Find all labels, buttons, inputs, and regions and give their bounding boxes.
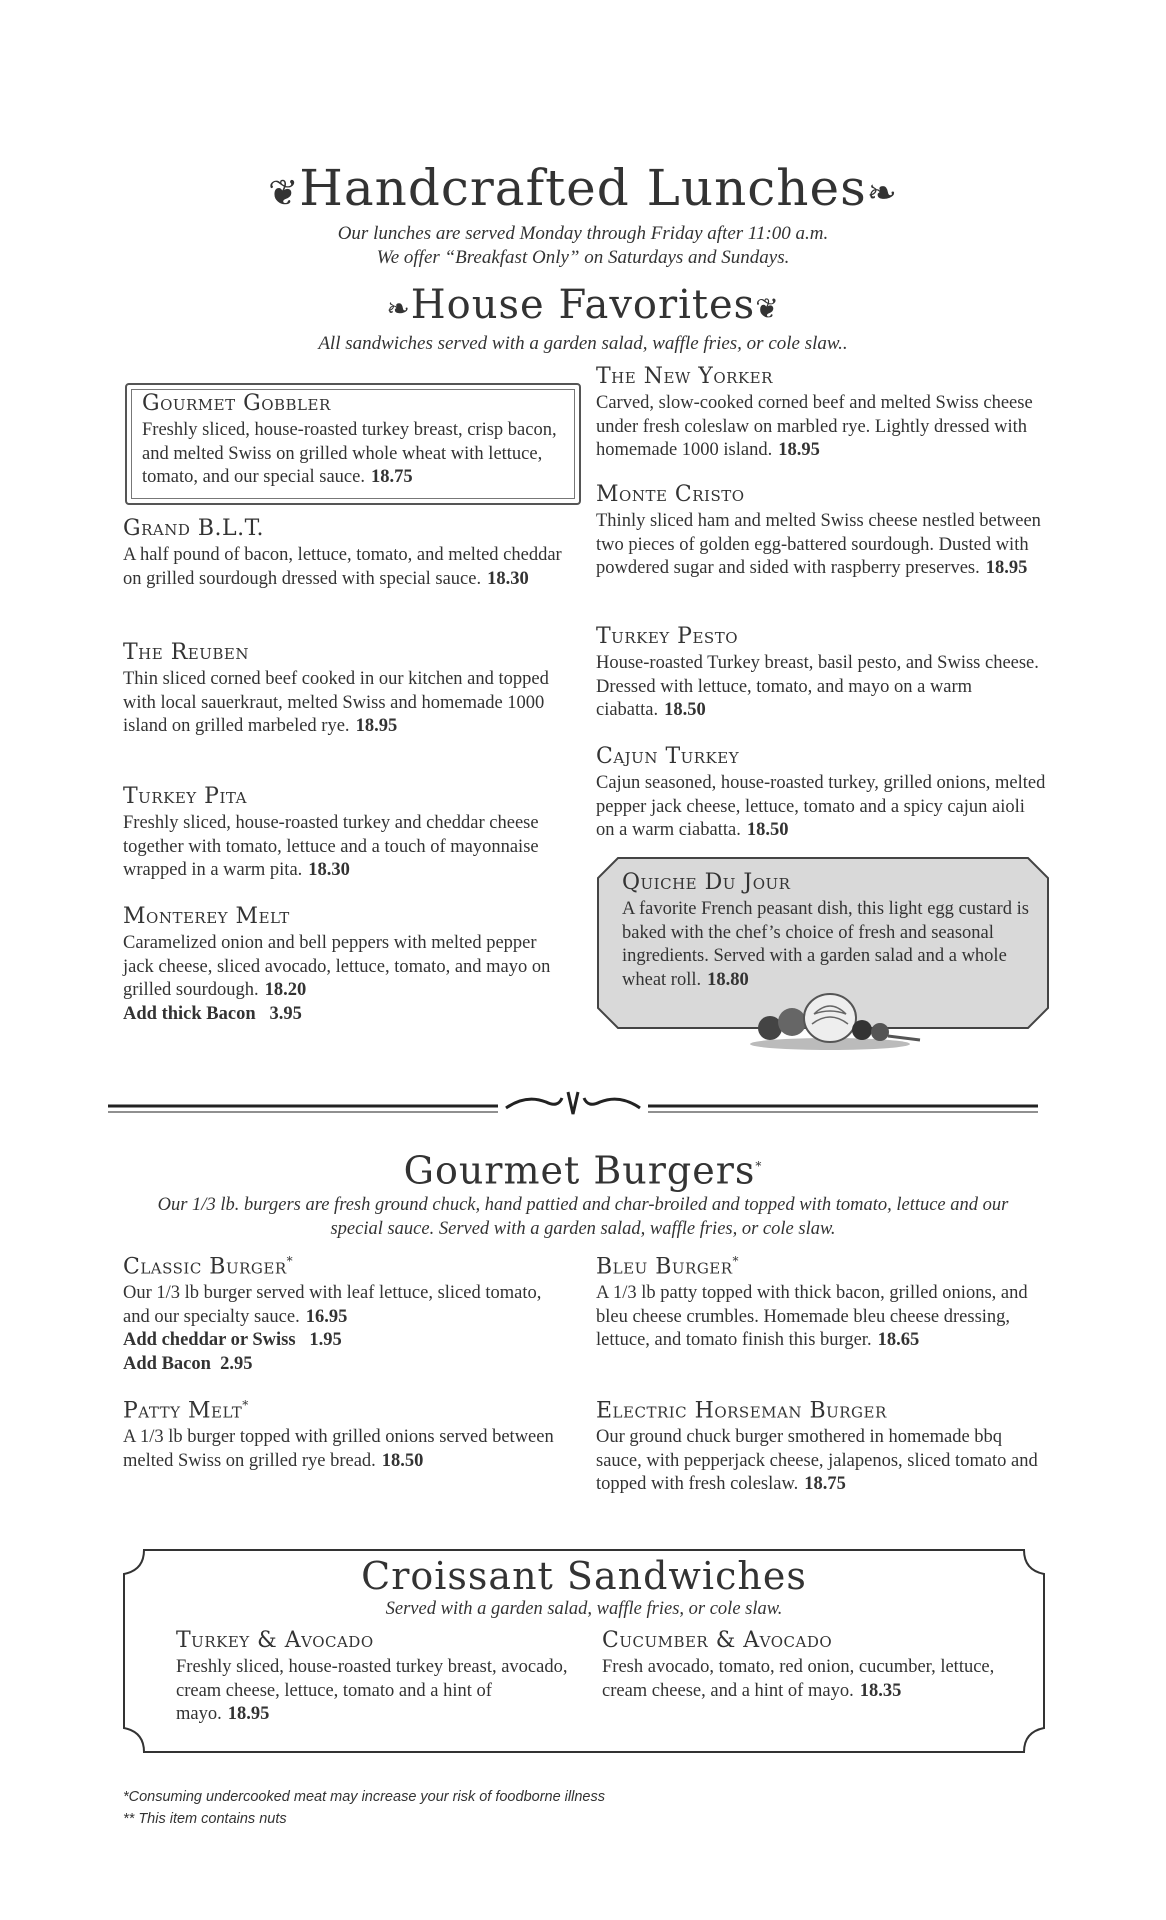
item-price: 18.50 [381,1450,424,1471]
item-price: 18.30 [308,860,350,880]
item-price: 18.95 [227,1704,270,1724]
item-name: Monte Cristo [596,482,745,507]
item-name: Quiche Du Jour [622,870,791,895]
item-name: Cajun Turkey [596,744,740,769]
item-description: House-roasted Turkey breast, basil pesto, and Swiss cheese. Dressed with lettuce, tomato, and mayo on a warm ciabatta. 18.50 [596,653,1039,720]
item-description: Thinly sliced ham and melted Swiss cheese nestled between two pieces of golden egg-battered sourdough. Dusted with powdered sugar and sided with raspberry preserves. 18.95 [596,511,1041,578]
menu-item [123,1392,563,1473]
vegetables-illustration [730,988,930,1054]
lunches-header [0,160,1166,270]
item-price: 18.65 [877,1330,920,1351]
footnotes [123,1786,1023,1830]
flourish-left-icon: ❦ [268,173,300,214]
item-name: Patty Melt* [123,1398,249,1424]
house-favorites-subtitle: All sandwiches served with a garden salad, waffle fries, or cole slaw.. [318,333,848,354]
item-name: The New Yorker [596,364,773,389]
menu-item [176,1628,576,1727]
house-favorites-title: ❧House Favorites❦ [386,282,780,328]
item-price: 18.80 [707,969,749,990]
item-description: Freshly sliced, house-roasted turkey and cheddar cheese together with tomato, lettuce and a touch of mayonnaise wrapped in a warm pita. 18.30 [123,813,539,880]
item-price: 18.95 [778,440,820,460]
item-price: 18.20 [264,980,307,1000]
item-addon: Add cheddar or Swiss 1.95 [123,1330,342,1351]
menu-item [596,744,1046,843]
item-description: Thin sliced corned beef cooked in our kitchen and topped with local sauerkraut, melted Swiss and homemade 1000 island on grilled marbeled rye. 18.95 [123,669,549,736]
item-price: 18.95 [355,716,398,736]
item-name: Turkey Pesto [596,624,738,649]
item-name: The Reuben [123,640,249,665]
menu-item [596,1248,1046,1353]
item-description: Caramelized onion and bell peppers with melted pepper jack cheese, sliced avocado, lettuce, tomato, and mayo on grilled sourdough. 18.20 Add thick Bacon 3.95 [123,932,563,1026]
croissant-subtitle: Served with a garden salad, waffle fries, or cole slaw. [385,1599,783,1619]
item-name: Monterey Melt [123,904,290,929]
lunches-weekend-line: We offer “Breakfast Only” on Saturdays and Sundays. [376,247,790,268]
menu-item [142,391,562,490]
lunches-hours-line: Our lunches are served Monday through Friday after 11:00 a.m. [337,223,829,244]
item-price: 18.30 [487,568,529,589]
menu-item [596,364,1046,463]
item-addon: Add Bacon 2.95 [123,1353,253,1374]
menu-item [596,624,1046,723]
menu-item [602,1628,1022,1703]
item-name: Grand B.L.T. [123,516,265,541]
menu-item [123,516,563,591]
burgers-header [120,1144,1046,1241]
item-description: A 1/3 lb patty topped with thick bacon, grilled onions, and bleu cheese crumbles. Homemade bleu cheese dressing, lettuce, and tomato finish this burger. 18.65 [596,1283,1028,1351]
item-name: Bleu Burger* [596,1254,740,1280]
item-description: A 1/3 lb burger topped with grilled onions served between melted Swiss on grilled rye bread. 18.50 [123,1427,554,1471]
item-price: 18.75 [804,1474,846,1495]
footnote-undercooked: *Consuming undercooked meat may increase your risk of foodborne illness [123,1789,605,1805]
item-description: Freshly sliced, house-roasted turkey breast, crisp bacon, and melted Swiss on grilled whole wheat with lettuce, tomato, and our special sauce. 18.75 [142,420,557,487]
item-description: A half pound of bacon, lettuce, tomato, and melted cheddar on grilled sourdough dressed with special sauce. 18.30 [123,545,562,589]
item-description: Fresh avocado, tomato, red onion, cucumber, lettuce, cream cheese, and a hint of mayo. 18.35 [602,1657,995,1701]
flourish-right-icon: ❧ [866,173,898,214]
item-price: 18.95 [985,558,1028,578]
menu-item [622,870,1032,992]
lunches-title: ❦Handcrafted Lunches❧ [268,159,898,217]
item-name: Electric Horseman Burger [596,1398,887,1424]
menu-item [123,1248,563,1376]
section-divider [106,1088,1040,1124]
item-price: 18.50 [746,820,789,840]
footnote-nuts: ** This item contains nuts [123,1811,287,1827]
item-name: Turkey & Avocado [176,1628,374,1653]
menu-item [123,640,563,739]
item-name: Gourmet Gobbler [142,391,331,416]
item-description: Our ground chuck burger smothered in homemade bbq sauce, with pepperjack cheese, jalapenos, sliced tomato and topped with fresh coleslaw. 18.75 [596,1427,1038,1495]
flourish-right-icon: ❦ [755,292,780,325]
burgers-subtitle: Our 1/3 lb. burgers are fresh ground chuck, hand pattied and char-broiled and topped with tomato, lettuce and our special sauce. Served with a garden salad, waffle fries, or cole slaw. [157,1194,1009,1239]
burgers-title: Gourmet Burgers* [403,1148,763,1193]
item-price: 18.50 [664,700,706,720]
item-description: A favorite French peasant dish, this light egg custard is baked with the chef’s choice of fresh and seasonal ingredients. Served with a garden salad and a whole wheat roll. 18.80 [622,899,1029,990]
item-description: Our 1/3 lb burger served with leaf lettuce, sliced tomato, and our specialty sauce. 16.95 Add cheddar or Swiss 1.95 Add Bacon 2.95 [123,1282,563,1376]
item-price: 16.95 [305,1306,348,1327]
item-description: Freshly sliced, house-roasted turkey breast, avocado, cream cheese, lettuce, tomato and a hint of mayo. 18.95 [176,1657,568,1724]
item-addon: Add thick Bacon 3.95 [123,1003,302,1024]
item-name: Turkey Pita [123,784,247,809]
flourish-left-icon: ❧ [386,292,411,325]
item-name: Cucumber & Avocado [602,1628,833,1653]
item-description: Cajun seasoned, house-roasted turkey, grilled onions, melted pepper jack cheese, lettuce, tomato and a spicy cajun aioli on a warm ciabatta. 18.50 [596,773,1046,840]
item-name: Classic Burger* [123,1254,294,1280]
item-price: 18.75 [370,467,413,487]
menu-item [123,784,563,883]
croissant-title: Croissant Sandwiches [361,1554,807,1598]
menu-item [596,1392,1046,1497]
house-favorites-header [0,282,1166,356]
menu-item [123,904,563,1026]
croissant-header [120,1554,1048,1620]
menu-item [596,482,1046,581]
item-price: 18.35 [859,1680,902,1701]
item-description: Carved, slow-cooked corned beef and melted Swiss cheese under fresh coleslaw on marbled rye. Lightly dressed with homemade 1000 island. 18.95 [596,393,1033,460]
